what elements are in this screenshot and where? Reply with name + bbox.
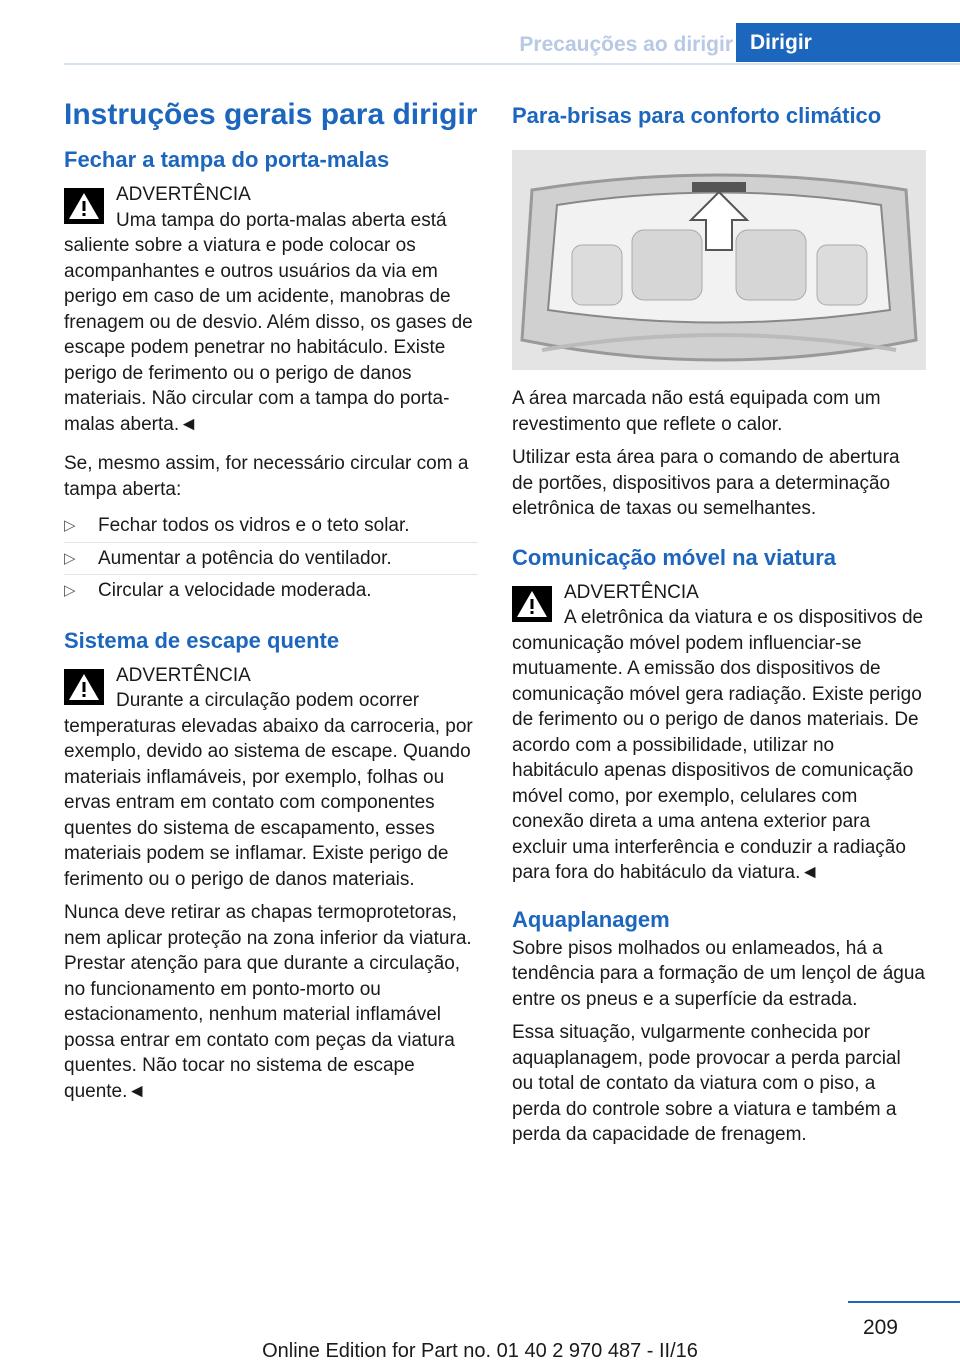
section-trunk-lid bbox=[64, 146, 478, 607]
section-heading: Sistema de escape quente bbox=[64, 627, 340, 653]
warning-triangle-icon bbox=[64, 188, 104, 224]
footer-rule bbox=[848, 1301, 960, 1303]
warning-label: ADVERTÊNCIA bbox=[116, 664, 251, 686]
triangle-bullet-icon: ▷ bbox=[64, 517, 76, 534]
header-rule bbox=[64, 63, 960, 65]
paragraph: Nunca deve retirar as chapas termoprotetoras, nem aplicar proteção na zona inferior da viatura. Prestar atenção para que durante a circulação, no funcionamento em ponto-morto ou estacionamento, nenhum material inflamável possa entrar em contato com peças da viatura quentes. Não tocar no sistema de escape quente.◄ bbox=[64, 902, 472, 1102]
section-hot-exhaust bbox=[64, 627, 478, 1105]
warning-label: ADVERTÊNCIA bbox=[564, 581, 699, 603]
triangle-bullet-icon: ▷ bbox=[64, 582, 76, 599]
paragraph: Utilizar esta área para o comando de abertura de portões, dispositivos para a determinação eletrônica de taxas ou semelhantes. bbox=[512, 447, 900, 519]
list-item bbox=[64, 510, 478, 542]
left-column bbox=[64, 96, 478, 1122]
header-section-title: Precauções ao dirigir bbox=[519, 33, 733, 56]
warning-text: A eletrônica da viatura e os dispositivos de comunicação móvel podem influenciar-se mutuamente. A emissão dos dispositivos de comunicação móvel gera radiação. Existe perigo de ferimento ou o perigo de danos materiais. De acordo com a possibilidade, utilizar no habitáculo apenas dispositivos de comunicação móvel como, por exemplo, celulares com conexão direta a uma antena exterior para excluir uma interferência e conduzir a radiação para fora do habitáculo da viatura.◄ bbox=[512, 607, 924, 883]
edition-footer: Online Edition for Part no. 01 40 2 970 487 - II/16 bbox=[262, 1340, 698, 1362]
warning-text: Uma tampa do porta-malas aberta está saliente sobre a viatura e pode colocar os acompanhantes e outros usuários da via em perigo em caso de um acidente, manobras de frenagem ou de desvio. Além disso, os gases de escape podem penetrar no habitáculo. Existe perigo de ferimento ou o perigo de danos materiais. Não circular com a tampa do porta-malas aberta.◄ bbox=[64, 209, 473, 435]
warning-triangle-icon bbox=[64, 669, 104, 705]
warning-label: ADVERTÊNCIA bbox=[116, 184, 251, 205]
windshield-illustration bbox=[512, 150, 926, 370]
section-windshield bbox=[512, 102, 926, 522]
section-mobile-communication bbox=[512, 544, 926, 886]
paragraph: A área marcada não está equipada com um revestimento que reflete o calor. bbox=[512, 388, 881, 435]
page-number: 209 bbox=[862, 1316, 898, 1339]
list-item-text: Aumentar a potência do ventilador. bbox=[98, 547, 392, 569]
section-heading: Fechar a tampa do porta-malas bbox=[64, 147, 390, 172]
warning-block bbox=[64, 663, 478, 893]
triangle-bullet-icon: ▷ bbox=[64, 549, 76, 567]
warning-text: Durante a circulação podem ocorrer temperaturas elevadas abaixo da carroceria, por exemplo, devido ao sistema de escape. Quando materiais inflamáveis, por exemplo, folhas ou ervas entram em contato com componentes quentes do sistema de escapamento, esses materiais podem se inflamar. Existe perigo de ferimento ou o perigo de danos materiais. bbox=[64, 690, 473, 890]
list-item-text: Circular a velocidade moderada. bbox=[98, 580, 372, 601]
section-heading: Comunicação móvel na viatura bbox=[512, 544, 836, 570]
list-item bbox=[64, 574, 478, 607]
list-item bbox=[64, 542, 478, 575]
paragraph: Sobre pisos molhados ou enlameados, há a tendência para a formação de um lençol de água entre os pneus e a superfície da estrada. bbox=[512, 937, 925, 1010]
page-title: Instruções gerais para dirigir bbox=[64, 98, 478, 131]
header-chapter-tab: Dirigir bbox=[736, 23, 960, 62]
paragraph: Se, mesmo assim, for necessário circular com a tampa aberta: bbox=[64, 453, 469, 500]
section-aquaplaning bbox=[512, 906, 926, 1148]
bullet-list bbox=[64, 510, 478, 607]
section-heading: Para-brisas para conforto climático bbox=[512, 103, 882, 128]
warning-block bbox=[64, 182, 478, 437]
paragraph: Essa situação, vulgarmente conhecida por aquaplanagem, pode provocar a perda parcial ou total de contato da viatura com o piso, a perda do controle sobre a viatura e também a perda da capacidade de frenagem. bbox=[512, 1022, 901, 1145]
list-item-text: Fechar todos os vidros e o teto solar. bbox=[98, 515, 410, 536]
right-column bbox=[512, 96, 926, 1166]
warning-block bbox=[512, 580, 926, 886]
section-heading: Aquaplanagem bbox=[512, 906, 670, 932]
warning-triangle-icon bbox=[512, 586, 552, 622]
